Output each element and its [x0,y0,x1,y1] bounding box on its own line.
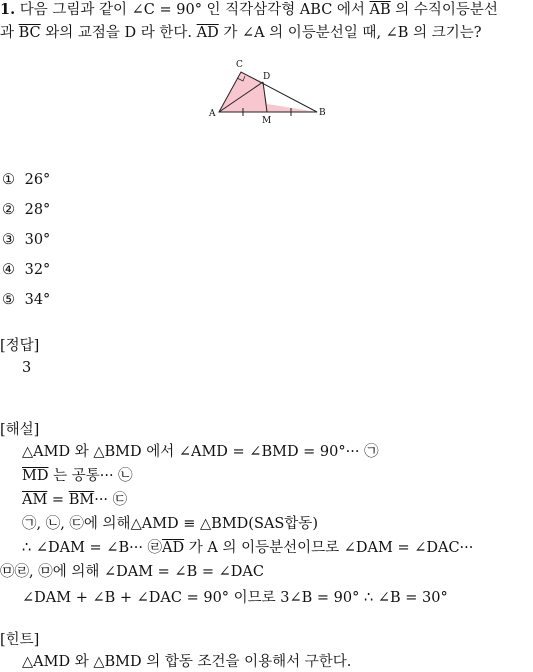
question-text: 과 [0,25,19,41]
label-m: M [262,116,272,126]
question-text: 다음 그림과 같이 ∠C = 90° 인 직각삼각형 ABC 에서 [19,2,370,18]
explanation-text: ∴ ∠DAM = ∠B··· ㉣ [22,540,163,556]
explanation-header: [해설] [0,422,40,438]
explanation-text: 가 A 의 이등분선이므로 ∠DAM = ∠DAC··· [184,540,474,556]
question-line-2 [0,23,481,43]
explanation-line-2 [22,466,133,486]
explanation-line-3 [22,490,127,510]
label-a: A [209,109,216,119]
option-text: 26° [24,172,51,188]
segment-ad-2: $\overline{AD}$ [162,540,185,556]
explanation-line-7: ∠DAM + ∠B + ∠DAC = 90° 이므로 3∠B = 90° ∴ ∠B = 30° [22,590,448,606]
option-2[interactable] [2,200,50,220]
explanation-line-1: △AMD 와 △BMD 에서 ∠AMD = ∠BMD = 90°··· ㉠ [22,444,379,460]
question-text: 와의 교점을 D 라 한다. [40,25,197,41]
option-text: 30° [24,232,51,248]
explanation-line-6: ㉤㉣, ㉤에 의해 ∠DAM = ∠B = ∠DAC [0,564,264,580]
segment-ad: $\overline{AD}$ [196,25,219,41]
label-d: D [263,72,271,82]
segment-am: $\overline{AM}$ [22,492,48,508]
segment-bm: $\overline{BM}$ [68,492,95,508]
answer-header: [정답] [0,338,40,354]
triangle-figure [205,54,335,126]
option-3[interactable] [2,230,50,250]
question-line-1 [0,0,498,20]
question-number: 1. [0,1,16,18]
option-mark: ③ [2,232,15,248]
label-c: C [236,60,243,70]
segment-md: $\overline{MD}$ [22,468,49,484]
answer-value: 3 [22,360,32,376]
hint-text: △AMD 와 △BMD 의 합동 조건을 이용해서 구한다. [22,654,352,670]
equals-sign: = [47,492,69,508]
question-text: 의 수직이등분선 [390,2,498,18]
option-text: 28° [24,202,51,218]
question-text: 가 ∠A 의 이등분선일 때, ∠B 의 크기는? [218,25,482,41]
option-mark: ① [2,172,15,188]
explanation-line-5 [22,538,473,558]
hint-header: [힌트] [0,632,40,648]
explanation-text: ··· ㉢ [94,492,128,508]
option-1[interactable] [2,170,50,190]
option-4[interactable] [2,260,50,280]
option-mark: ④ [2,262,15,278]
segment-bc: $\overline{BC}$ [18,25,41,41]
label-b: B [319,108,326,118]
option-text: 34° [24,292,51,308]
option-5[interactable] [2,290,50,310]
explanation-line-4: ㉠, ㉡, ㉢에 의해△AMD ≡ △BMD(SAS합동) [22,516,318,532]
option-mark: ② [2,202,15,218]
explanation-text: 는 공통··· ㉡ [48,468,133,484]
option-mark: ⑤ [2,292,15,308]
segment-ab: $\overline{AB}$ [369,2,391,18]
option-text: 32° [24,262,51,278]
